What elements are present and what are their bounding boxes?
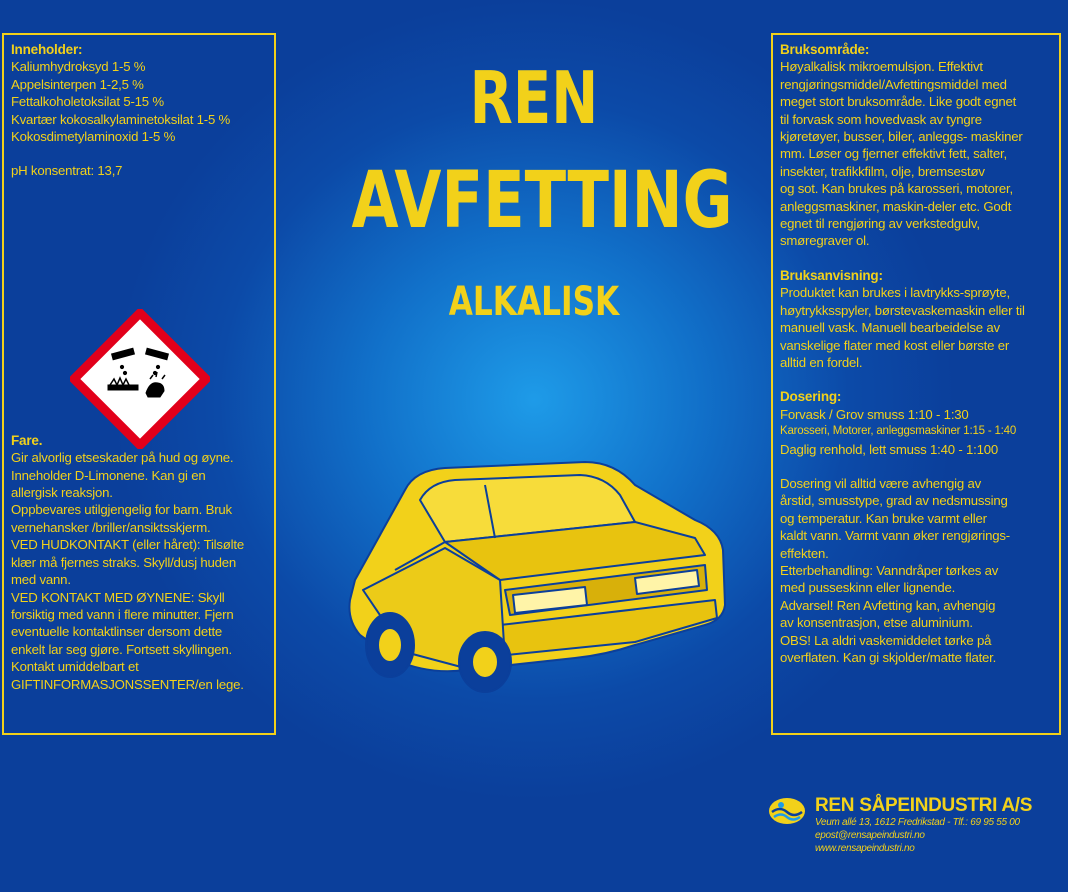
usage-line: mm. Løser og fjerner effektivt fett, salter, [780,146,1007,162]
company-logo-icon [767,796,807,826]
instructions-heading: Bruksanvisning: [780,267,883,283]
notes-line: Dosering vil alltid være avhengig av [780,475,981,491]
product-subtitle: ALKALISK [448,279,620,325]
usage-line: meget stort bruksområde. Like godt egnet [780,94,1017,110]
usage-line: Høyalkalisk mikroemulsjon. Effektivt [780,59,983,75]
usage-line: egnet til rengjøring av verkstedgulv, [780,216,980,232]
danger-line: VED HUDKONTAKT (eller håret): Tilsølte [11,537,244,553]
notes-line: effekten. [780,545,829,561]
danger-line: Gir alvorlig etseskader på hud og øyne. [11,450,234,466]
usage-line: og sot. Kan brukes på karosseri, motorer, [780,181,1013,197]
instructions-line: vanskelige flater med kost eller børste er [780,337,1010,353]
usage-heading: Bruksområde: [780,42,870,57]
usage-line: til forvask som hovedvask av tyngre [780,111,982,127]
instructions-line: alltid en fordel. [780,354,863,370]
danger-line: vernehansker /briller/ansiktsskjerm. [11,519,211,535]
usage-line: anleggsmaskiner, maskin-deler etc. Godt [780,198,1012,214]
ingredient-line: Kokosdimetylaminoxid 1-5 % [11,129,176,145]
corrosive-hazard-icon [70,309,210,449]
ingredient-line: Fettalkoholetoksilat 5-15 % [11,94,164,110]
notes-line: Advarsel! Ren Avfetting kan, avhengig [780,597,996,613]
ph-value: pH konsentrat: 13,7 [11,163,123,179]
notes-line: Etterbehandling: Vanndråper tørkes av [780,562,999,578]
ingredient-line: Kvartær kokosalkylaminetoksilat 1-5 % [11,111,231,127]
usage-line: smøregraver ol. [780,233,870,249]
usage-line: rengjøringsmiddel/Avfettingsmiddel med [780,76,1007,92]
notes-line: årstid, smusstype, grad av nedsmussing [780,493,1008,509]
instructions-line: høytrykksspyler, børstevaskemaskin eller til [780,302,1025,318]
danger-heading: Fare. [11,432,43,448]
instructions-line: Produktet kan brukes i lavtrykks-sprøyte, [780,285,1010,301]
danger-line: VED KONTAKT MED ØYNENE: Skyll [11,589,225,605]
notes-line: og temperatur. Kan bruke varmt eller [780,510,987,526]
instructions-line: manuell vask. Manuell bearbeidelse av [780,320,1000,336]
dosing-line: Karosseri, Motorer, anleggsmaskiner 1:15 - 1:40 [780,425,1017,438]
notes-line: kaldt vann. Varmt vann øker rengjørings- [780,528,1010,544]
ingredient-line: Appelsinterpen 1-2,5 % [11,76,144,92]
company-email: epost@rensapeindustri.no [815,830,925,841]
product-title-line1: REN [469,56,599,140]
notes-line: OBS! La aldri vaskemiddelet tørke på [780,632,992,648]
car-illustration [335,430,735,695]
contents-heading: Inneholder: [11,42,83,57]
notes-line: overflaten. Kan gi skjolder/matte flater. [780,650,997,665]
usage-panel [771,33,1061,735]
dosing-line: Daglig renhold, lett smuss 1:40 - 1:100 [780,441,998,457]
notes-line: med pusseskinn eller lignende. [780,580,956,596]
danger-line: GIFTINFORMASJONSSENTER/en lege. [11,676,244,692]
dosing-heading: Dosering: [780,389,842,405]
danger-line: allergisk reaksjon. [11,485,113,501]
company-address: Veum allé 13, 1612 Fredrikstad - Tlf.: 69 95 55 00 [815,817,1020,828]
danger-line: forsiktig med vann i flere minutter. Fjern [11,606,234,622]
danger-line: enkelt lar seg gjøre. Fortsett skyllingen. [11,641,233,657]
notes-line: av konsentrasjon, etse aluminium. [780,615,973,631]
usage-line: insekter, trafikkfilm, olje, bremsestøv [780,163,985,179]
usage-line: kjøretøyer, busser, biler, anleggs- maskiner [780,129,1023,145]
danger-line: Oppbevares utilgjengelig for barn. Bruk [11,502,232,518]
dosing-line: Forvask / Grov smuss 1:10 - 1:30 [780,406,969,422]
danger-line: Inneholder D-Limonene. Kan gi en [11,467,206,483]
company-web: www.rensapeindustri.no [815,843,915,854]
danger-line: med vann. [11,572,71,588]
company-contact [815,816,1020,855]
danger-line: Kontakt umiddelbart et [11,659,139,675]
product-title-line2: AVFETTING [351,156,733,246]
ingredient-line: Kaliumhydroksyd 1-5 % [11,59,146,75]
danger-line: klær må fjernes straks. Skyll/dusj huden [11,554,237,570]
danger-line: eventuelle kontaktlinser dersom dette [11,624,223,640]
company-name: REN SÅPEINDUSTRI A/S [815,795,1033,816]
